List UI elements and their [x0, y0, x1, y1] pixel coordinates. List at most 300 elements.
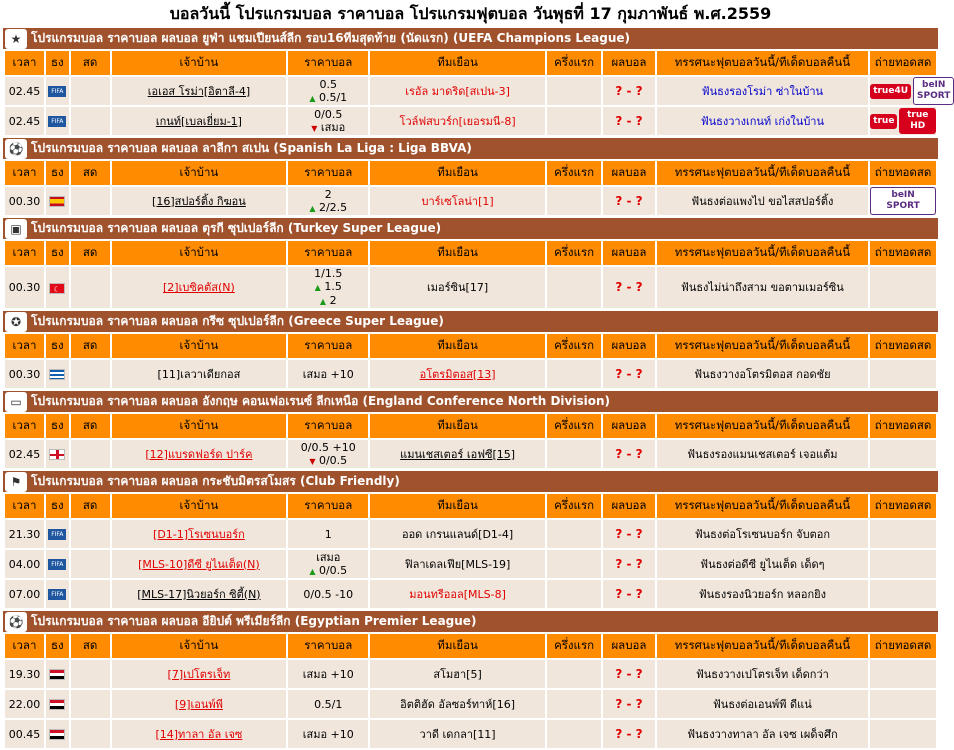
flag-cell [46, 187, 69, 215]
odds-cell [288, 690, 368, 718]
league-header [3, 217, 938, 239]
odds-cell [288, 580, 368, 608]
column-header-result: ผลบอล [603, 494, 654, 518]
odds-line: 2 [324, 187, 332, 201]
column-header-result: ผลบอล [603, 634, 654, 658]
column-header-live: สด [71, 161, 110, 185]
column-header-tip: ทรรศนะฟุตบอลวันนี้/ทีเด็ดบอลคืนนี้ [657, 161, 869, 185]
odds-cell [288, 520, 368, 548]
odds-value: 1.5 [320, 280, 342, 293]
league-header [3, 470, 938, 492]
tv-cell [870, 690, 936, 718]
halftime-cell [547, 187, 601, 215]
away-team-cell [370, 520, 545, 548]
home-team-link[interactable]: [7]เปโตรเจ็ท [167, 667, 231, 681]
result-cell: ? - ? [603, 187, 654, 215]
column-header-live: สด [71, 414, 110, 438]
league-section [3, 470, 938, 610]
column-header-home: เจ้าบ้าน [112, 334, 287, 358]
match-row [5, 360, 936, 388]
column-header-result: ผลบอล [603, 51, 654, 75]
home-team-link[interactable]: [D1-1]โรเซนบอร์ก [153, 527, 245, 541]
match-row [5, 440, 936, 468]
league-section [3, 390, 938, 470]
eg-flag-icon [49, 699, 65, 710]
la-liga-icon: ⚽ [5, 139, 27, 159]
home-team-link[interactable]: [2]เบซิคตัส(N) [163, 281, 235, 294]
tv-channel-logo[interactable]: true HD [899, 108, 936, 134]
odds-line: เสมอ +10 [302, 367, 354, 381]
turkey-league-icon: ▣ [5, 219, 27, 239]
home-team-link[interactable]: [12]แบรดฟอร์ด ปาร์ค [145, 447, 253, 461]
home-team-cell [112, 580, 287, 608]
fifa-flag-icon: FIFA [48, 529, 66, 540]
fifa-flag-icon: FIFA [48, 116, 66, 127]
halftime-cell [547, 107, 601, 135]
greece-league-icon: ✪ [5, 312, 27, 332]
column-header-home: เจ้าบ้าน [112, 51, 287, 75]
away-team-cell [370, 440, 545, 468]
column-header-odds: ราคาบอล [288, 494, 368, 518]
column-header-live: สด [71, 334, 110, 358]
home-team-cell [112, 187, 287, 215]
column-header-time: เวลา [5, 414, 44, 438]
league-section [3, 610, 938, 750]
tip-cell[interactable]: ฟันธงต่อเอนพ์พี ดีแน่ [657, 690, 869, 718]
table-header-row [5, 161, 936, 185]
live-cell[interactable] [71, 107, 110, 135]
away-team-link[interactable]: ออด เกรนแลนด์[D1-4] [401, 527, 514, 541]
league-title[interactable]: โปรแกรมบอล ราคาบอล ผลบอล ลาลีกา สเปน (Spanish La Liga : Liga BBVA) [31, 141, 472, 155]
away-team-link[interactable]: เมอร์ซิน[17] [427, 281, 489, 294]
column-header-live: สด [71, 634, 110, 658]
result-cell: ? - ? [603, 550, 654, 578]
away-team-link[interactable]: วาดี เดกลา[11] [419, 727, 496, 741]
match-time: 21.30 [5, 520, 44, 548]
result-cell: ? - ? [603, 440, 654, 468]
result-cell: ? - ? [603, 520, 654, 548]
away-team-cell [370, 107, 545, 135]
column-header-live: สด [71, 494, 110, 518]
away-team-cell [370, 360, 545, 388]
away-team-link[interactable]: บาร์เซโลน่า[1] [421, 194, 494, 208]
match-time: 00.30 [5, 360, 44, 388]
tv-cell [870, 440, 936, 468]
column-header-tip: ทรรศนะฟุตบอลวันนี้/ทีเด็ดบอลคืนนี้ [657, 414, 869, 438]
home-team-link[interactable]: [9]เอนพ์พี [174, 697, 223, 711]
club-friendly-icon: ⚑ [5, 472, 27, 492]
tip-cell[interactable]: ฟันธงต่อดีซี ยูไนเต็ด เด็ดๆ [657, 550, 869, 578]
match-row [5, 77, 936, 105]
odds-line [288, 121, 368, 135]
fifa-flag-icon: FIFA [48, 86, 66, 97]
away-team-cell [370, 580, 545, 608]
column-header-flag: ธง [46, 414, 69, 438]
halftime-cell [547, 720, 601, 748]
live-cell[interactable] [71, 660, 110, 688]
column-header-tip: ทรรศนะฟุตบอลวันนี้/ทีเด็ดบอลคืนนี้ [657, 494, 869, 518]
odds-line: 0/0.5 -10 [303, 587, 354, 601]
en-flag-icon [49, 449, 65, 460]
match-time: 04.00 [5, 550, 44, 578]
table-header-row [5, 51, 936, 75]
home-team-link[interactable]: [14]ทาลา อัล เจซ [155, 727, 243, 741]
champions-league-icon: ★ [5, 29, 27, 49]
odds-line: เสมอ [316, 550, 341, 564]
live-cell[interactable] [71, 550, 110, 578]
tv-logos [870, 108, 936, 134]
column-header-tv: ถ่ายทอดสด [870, 494, 936, 518]
tip-cell[interactable]: ฟันธงรองนิวยอร์ก หลอกยิง [657, 580, 869, 608]
away-team-link[interactable]: มอนทรีออล[MLS-8] [409, 587, 506, 601]
odds-cell [288, 720, 368, 748]
arrow-up-icon: ▲ [309, 566, 316, 576]
home-team-link[interactable]: เกนท์[เบลเยี่ยม-1] [155, 114, 242, 128]
tv-channel-logo[interactable]: true [870, 114, 897, 129]
league-section [3, 27, 951, 137]
league-title[interactable]: โปรแกรมบอล ราคาบอล ผลบอล อียิปต์ พรีเมียร์ลีก (Egyptian Premier League) [31, 614, 477, 628]
live-cell[interactable] [71, 360, 110, 388]
column-header-half: ครึ่งแรก [547, 414, 601, 438]
column-header-time: เวลา [5, 241, 44, 265]
column-header-live: สด [71, 241, 110, 265]
odds-line [288, 294, 368, 308]
column-header-half: ครึ่งแรก [547, 494, 601, 518]
match-time: 19.30 [5, 660, 44, 688]
column-header-flag: ธง [46, 634, 69, 658]
tip-cell[interactable]: ฟันธงวางเกนท์ เก่งในบ้าน [657, 107, 869, 135]
home-team-link[interactable]: เอเอส โรม่า[อิตาลี-4] [147, 84, 251, 98]
column-header-half: ครึ่งแรก [547, 634, 601, 658]
odds-cell [288, 107, 368, 135]
match-time: 22.00 [5, 690, 44, 718]
halftime-cell [547, 690, 601, 718]
odds-value: 0/0.5 [315, 453, 348, 467]
league-section [3, 137, 938, 217]
table-header-row [5, 494, 936, 518]
live-cell[interactable] [71, 690, 110, 718]
column-header-tv: ถ่ายทอดสด [870, 51, 936, 75]
column-header-time: เวลา [5, 161, 44, 185]
tv-logos [870, 187, 936, 215]
tip-cell[interactable]: ฟันธงต่อแพงไป ขอไสสปอร์ติ้ง [657, 187, 869, 215]
column-header-away: ทีมเยือน [370, 241, 545, 265]
tip-cell[interactable]: ฟันธงไม่น่าถึงสาม ขอตามเมอร์ซิน [657, 267, 869, 308]
league-header [3, 137, 938, 159]
column-header-odds: ราคาบอล [288, 51, 368, 75]
odds-line [288, 91, 368, 105]
flag-cell [46, 690, 69, 718]
flag-cell [46, 267, 69, 308]
tip-cell[interactable]: ฟันธงวางเปโตรเจ็ท เด็ดกว่า [657, 660, 869, 688]
match-row [5, 690, 936, 718]
live-cell[interactable] [71, 440, 110, 468]
column-header-home: เจ้าบ้าน [112, 494, 287, 518]
live-cell[interactable] [71, 187, 110, 215]
match-row [5, 520, 936, 548]
tv-cell [870, 580, 936, 608]
flag-cell [46, 107, 69, 135]
away-team-link[interactable]: สโมฮา[5] [433, 667, 482, 681]
match-table [3, 49, 951, 137]
result-cell: ? - ? [603, 360, 654, 388]
match-row [5, 550, 936, 578]
column-header-home: เจ้าบ้าน [112, 634, 287, 658]
column-header-flag: ธง [46, 334, 69, 358]
halftime-cell [547, 440, 601, 468]
odds-cell [288, 360, 368, 388]
home-team-link[interactable]: [MLS-17]นิวยอร์ก ซิตี้(N) [137, 587, 261, 601]
tv-channel-logo[interactable]: beIN SPORT [870, 187, 936, 215]
live-cell[interactable] [71, 520, 110, 548]
column-header-result: ผลบอล [603, 161, 654, 185]
odds-cell [288, 660, 368, 688]
flag-cell [46, 77, 69, 105]
odds-line: 0/0.5 [314, 107, 343, 121]
tip-cell[interactable]: ฟันธงวางทาลา อัล เจซ เผด็จศึก [657, 720, 869, 748]
column-header-home: เจ้าบ้าน [112, 414, 287, 438]
odds-line: 0.5/1 [314, 697, 343, 711]
result-cell: ? - ? [603, 720, 654, 748]
tv-cell [870, 77, 951, 105]
home-team-cell [112, 267, 287, 308]
result-cell: ? - ? [603, 690, 654, 718]
column-header-flag: ธง [46, 161, 69, 185]
home-team-cell [112, 520, 287, 548]
column-header-home: เจ้าบ้าน [112, 161, 287, 185]
match-row [5, 267, 936, 308]
england-conference-icon: ▭ [5, 392, 27, 412]
home-team-link[interactable]: [MLS-10]ดีซี ยูไนเต็ด(N) [138, 557, 260, 571]
halftime-cell [547, 267, 601, 308]
league-section [3, 217, 938, 310]
league-header [3, 390, 938, 412]
column-header-tip: ทรรศนะฟุตบอลวันนี้/ทีเด็ดบอลคืนนี้ [657, 334, 869, 358]
tip-cell[interactable]: ฟันธงต่อโรเซนบอร์ก จับตอก [657, 520, 869, 548]
match-table [3, 159, 938, 217]
odds-value: 2/2.5 [315, 200, 348, 214]
column-header-result: ผลบอล [603, 241, 654, 265]
home-team-cell [112, 107, 287, 135]
column-header-half: ครึ่งแรก [547, 334, 601, 358]
odds-cell [288, 440, 368, 468]
leagues-container [0, 27, 951, 750]
result-cell: ? - ? [603, 107, 654, 135]
odds-line: 0.5 [319, 77, 337, 91]
table-header-row [5, 334, 936, 358]
flag-cell [46, 520, 69, 548]
home-team-cell [112, 440, 287, 468]
flag-cell [46, 440, 69, 468]
column-header-time: เวลา [5, 634, 44, 658]
away-team-cell [370, 660, 545, 688]
halftime-cell [547, 360, 601, 388]
league-title[interactable]: โปรแกรมบอล ราคาบอล ผลบอล ยูฟ่า แชมเปียนส์ลีก รอบ16ทีมสุดท้าย (นัดแรก) (UEFA Champions League) [31, 31, 631, 45]
fifa-flag-icon: FIFA [48, 559, 66, 570]
odds-cell [288, 550, 368, 578]
halftime-cell [547, 580, 601, 608]
away-team-cell [370, 550, 545, 578]
odds-cell [288, 77, 368, 105]
tv-logos [870, 77, 954, 105]
odds-line [288, 564, 368, 578]
column-header-home: เจ้าบ้าน [112, 241, 287, 265]
live-cell[interactable] [71, 580, 110, 608]
live-cell[interactable] [71, 720, 110, 748]
league-title[interactable]: โปรแกรมบอล ราคาบอล ผลบอล กรีซ ซุปเปอร์ลีก (Greece Super League) [31, 314, 444, 328]
odds-value: 0.5/1 [315, 90, 348, 104]
flag-cell [46, 580, 69, 608]
arrow-down-icon: ▼ [311, 123, 318, 133]
column-header-result: ผลบอล [603, 334, 654, 358]
league-title[interactable]: โปรแกรมบอล ราคาบอล ผลบอล อังกฤษ คอนเฟอเรนซ์ ลีกเหนือ (England Conference North Division) [31, 394, 610, 408]
tv-cell [870, 267, 936, 308]
eg-flag-icon [49, 729, 65, 740]
tr-flag-icon [49, 283, 65, 294]
arrow-up-icon: ▲ [319, 297, 327, 306]
league-header [3, 310, 938, 332]
match-row [5, 580, 936, 608]
column-header-odds: ราคาบอล [288, 241, 368, 265]
result-cell: ? - ? [603, 660, 654, 688]
home-team-cell [112, 77, 287, 105]
eg-flag-icon [49, 669, 65, 680]
live-cell[interactable] [71, 267, 110, 308]
tip-cell[interactable]: ฟันธงรองแมนเชสเตอร์ เจอแต้ม [657, 440, 869, 468]
tip-cell[interactable]: ฟันธงรองโรม่า ซ่าในบ้าน [657, 77, 869, 105]
flag-cell [46, 360, 69, 388]
tv-cell [870, 187, 936, 215]
match-time: 00.30 [5, 187, 44, 215]
gr-flag-icon [49, 369, 65, 380]
match-time: 07.00 [5, 580, 44, 608]
home-team-cell [112, 550, 287, 578]
match-time: 02.45 [5, 107, 44, 135]
odds-cell [288, 187, 368, 215]
away-team-cell [370, 187, 545, 215]
away-team-link[interactable]: แมนเชสเตอร์ เอฟซี[15] [400, 447, 516, 461]
column-header-tv: ถ่ายทอดสด [870, 414, 936, 438]
tv-cell [870, 107, 936, 135]
tv-cell [870, 520, 936, 548]
home-team-link[interactable]: [11]เลวาเดียกอส [157, 367, 241, 381]
odds-line: เสมอ +10 [302, 667, 354, 681]
column-header-tip: ทรรศนะฟุตบอลวันนี้/ทีเด็ดบอลคืนนี้ [657, 241, 869, 265]
es-flag-icon [49, 196, 65, 207]
home-team-link[interactable]: [16]สปอร์ติ้ง กิฆอน [152, 194, 246, 208]
halftime-cell [547, 660, 601, 688]
tv-cell [870, 660, 936, 688]
away-team-cell [370, 267, 545, 308]
column-header-flag: ธง [46, 241, 69, 265]
flag-cell [46, 550, 69, 578]
match-row [5, 187, 936, 215]
halftime-cell [547, 550, 601, 578]
tv-cell [870, 360, 936, 388]
result-cell: ? - ? [603, 580, 654, 608]
match-row [5, 660, 936, 688]
match-table [3, 332, 938, 390]
league-header [3, 610, 938, 632]
odds-value: 0/0.5 [315, 563, 348, 577]
fifa-flag-icon: FIFA [48, 589, 66, 600]
column-header-odds: ราคาบอล [288, 414, 368, 438]
home-team-cell [112, 360, 287, 388]
arrow-up-icon: ▲ [314, 283, 321, 292]
column-header-odds: ราคาบอล [288, 161, 368, 185]
away-team-link[interactable]: ฟิลาเดลเฟีย[MLS-19] [404, 557, 511, 571]
column-header-away: ทีมเยือน [370, 494, 545, 518]
odds-value: 2 [326, 294, 337, 307]
match-row [5, 107, 936, 135]
odds-line: 1 [324, 527, 332, 541]
table-header-row [5, 414, 936, 438]
column-header-half: ครึ่งแรก [547, 51, 601, 75]
away-team-cell [370, 77, 545, 105]
away-team-link[interactable]: โวล์ฟสบวร์ก[เยอรมนี-8] [399, 114, 516, 128]
column-header-flag: ธง [46, 494, 69, 518]
league-title[interactable]: โปรแกรมบอล ราคาบอล ผลบอล ตุรกี ซุปเปอร์ลีก (Turkey Super League) [31, 221, 442, 235]
match-time: 02.45 [5, 77, 44, 105]
match-time: 00.30 [5, 267, 44, 308]
odds-line [288, 280, 368, 294]
away-team-link[interactable]: อโตรมิตอส[13] [419, 367, 496, 381]
tv-channel-logo[interactable]: true4U [870, 84, 911, 99]
tip-cell[interactable]: ฟันธงวางอโตรมิตอส กอดชัย [657, 360, 869, 388]
column-header-tip: ทรรศนะฟุตบอลวันนี้/ทีเด็ดบอลคืนนี้ [657, 51, 869, 75]
column-header-away: ทีมเยือน [370, 334, 545, 358]
table-header-row [5, 241, 936, 265]
tv-cell [870, 720, 936, 748]
column-header-tv: ถ่ายทอดสด [870, 161, 936, 185]
league-title[interactable]: โปรแกรมบอล ราคาบอล ผลบอล กระชับมิตรสโมสร (Club Friendly) [31, 474, 400, 488]
match-table [3, 412, 938, 470]
home-team-cell [112, 720, 287, 748]
away-team-link[interactable]: เรอัล มาดริด[สเปน-3] [405, 84, 510, 98]
odds-line [288, 201, 368, 215]
away-team-cell [370, 690, 545, 718]
away-team-link[interactable]: อิตติฮัด อัลซอร์ทาห์[16] [400, 697, 515, 711]
page-title: บอลวันนี้ โปรแกรมบอล ราคาบอล โปรแกรมฟุตบอล วันพุธที่ 17 กุมภาพันธ์ พ.ศ.2559 [169, 4, 772, 23]
table-header-row [5, 634, 936, 658]
column-header-half: ครึ่งแรก [547, 161, 601, 185]
halftime-cell [547, 77, 601, 105]
flag-cell [46, 720, 69, 748]
match-time: 02.45 [5, 440, 44, 468]
odds-line: 0/0.5 +10 [300, 440, 356, 454]
arrow-up-icon: ▲ [309, 93, 316, 103]
column-header-away: ทีมเยือน [370, 634, 545, 658]
odds-line [288, 454, 368, 468]
result-cell: ? - ? [603, 77, 654, 105]
tv-channel-logo[interactable]: beIN SPORT [913, 77, 954, 105]
halftime-cell [547, 520, 601, 548]
column-header-tip: ทรรศนะฟุตบอลวันนี้/ทีเด็ดบอลคืนนี้ [657, 634, 869, 658]
column-header-result: ผลบอล [603, 414, 654, 438]
match-row [5, 720, 936, 748]
home-team-cell [112, 690, 287, 718]
column-header-odds: ราคาบอล [288, 334, 368, 358]
league-section [3, 310, 938, 390]
match-table [3, 239, 938, 310]
match-table [3, 632, 938, 750]
column-header-tv: ถ่ายทอดสด [870, 241, 936, 265]
column-header-time: เวลา [5, 494, 44, 518]
live-cell[interactable] [71, 77, 110, 105]
match-table [3, 492, 938, 610]
column-header-time: เวลา [5, 334, 44, 358]
column-header-tv: ถ่ายทอดสด [870, 634, 936, 658]
